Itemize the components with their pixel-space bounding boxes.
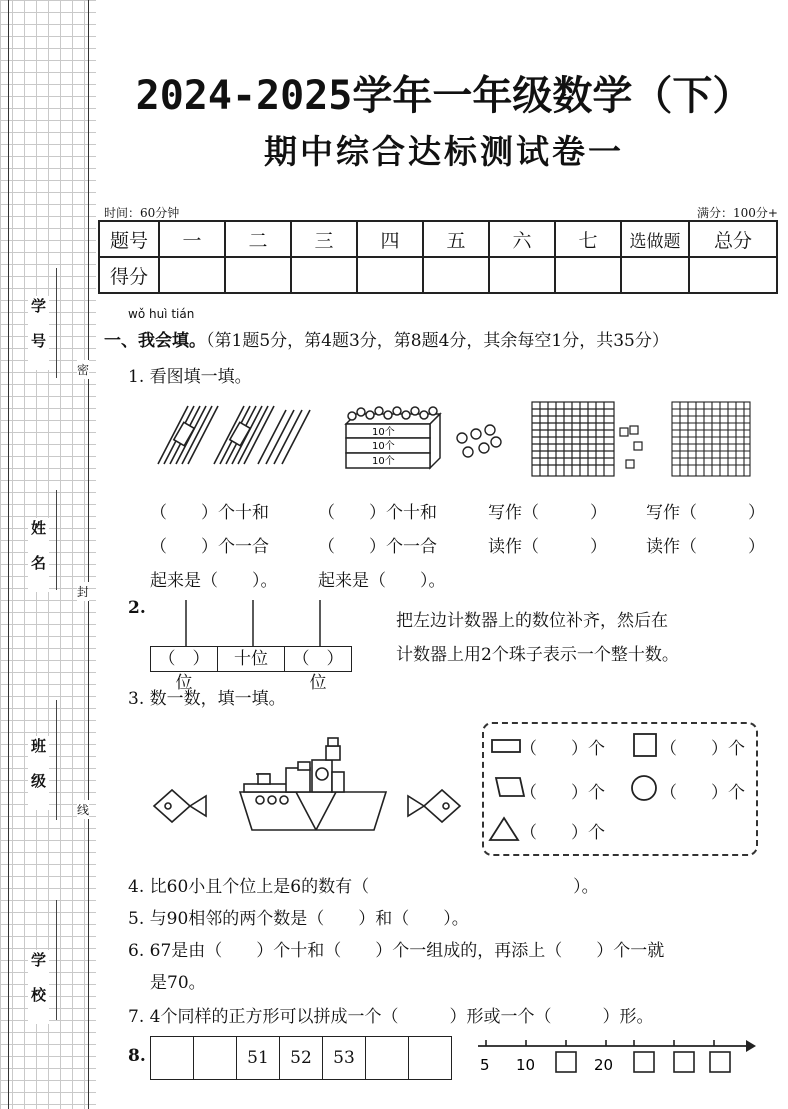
ship-figure bbox=[148, 710, 468, 840]
student-id-label: 学号 bbox=[29, 298, 47, 368]
number-cell-blank[interactable] bbox=[194, 1037, 237, 1079]
q1-blank-total[interactable]: 起来是（ ）。 bbox=[150, 571, 278, 591]
table-cell: 总分 bbox=[689, 221, 777, 257]
score-input-cell[interactable] bbox=[357, 257, 423, 293]
binding-margin bbox=[0, 0, 96, 1109]
question-1-label: 1. 看图填一填。 bbox=[128, 367, 252, 387]
seal-xian: 线 bbox=[77, 800, 89, 819]
abacus-rods bbox=[150, 600, 360, 648]
q1-blank-tens[interactable]: （ ）个十和 bbox=[318, 503, 437, 523]
number-cell: 53 bbox=[323, 1037, 366, 1079]
table-cell: 一 bbox=[159, 221, 225, 257]
section-note: （第1题5分，第4题3分，第8题4分，其余每空1分，共35分） bbox=[206, 331, 669, 351]
abacus-base bbox=[150, 646, 352, 693]
table-cell: 七 bbox=[555, 221, 621, 257]
score-input-cell[interactable] bbox=[423, 257, 489, 293]
q1-blank-ones[interactable]: （ ）个一合 bbox=[318, 537, 437, 557]
box-label: 10个 bbox=[372, 427, 395, 438]
place-blank-right[interactable]: （ ）位 bbox=[292, 649, 344, 693]
score-input-cell[interactable] bbox=[555, 257, 621, 293]
number-cell-blank[interactable] bbox=[366, 1037, 409, 1079]
page-title: 2024-2025学年一年级数学（下） bbox=[135, 73, 753, 119]
q2-instruction: 把左边计数器上的数位补齐，然后在 bbox=[396, 611, 668, 631]
triangle-icon bbox=[490, 818, 518, 840]
fish-icon bbox=[154, 790, 206, 822]
shape-count-blank[interactable]: （ ）个 bbox=[520, 739, 605, 759]
tens-rods-icon bbox=[532, 402, 614, 476]
score-table-score-row bbox=[99, 257, 777, 293]
tick-label: 20 bbox=[594, 1056, 614, 1074]
q1-blank-ones[interactable]: （ ）个一合 bbox=[150, 537, 269, 557]
square-icon bbox=[634, 734, 656, 756]
q1-blank-total[interactable]: 起来是（ ）。 bbox=[318, 571, 446, 591]
margin-line bbox=[56, 268, 57, 378]
table-cell: 二 bbox=[225, 221, 291, 257]
school-label: 学校 bbox=[29, 952, 47, 1022]
section-title: 一、我会填。 bbox=[104, 331, 206, 351]
score-input-cell[interactable] bbox=[225, 257, 291, 293]
table-cell: 五 bbox=[423, 221, 489, 257]
number-line-blank bbox=[710, 1052, 730, 1072]
question-5[interactable]: 5. 与90相邻的两个数是（ ）和（ ）。 bbox=[128, 909, 469, 929]
page-subtitle: 期中综合达标测试卷一 bbox=[264, 132, 624, 171]
unit-cubes-icon bbox=[620, 426, 642, 468]
table-cell: 四 bbox=[357, 221, 423, 257]
number-strip bbox=[150, 1036, 452, 1080]
number-line-blank bbox=[556, 1052, 576, 1072]
question-3-label: 3. 数一数，填一填。 bbox=[128, 689, 286, 709]
q1-read-blank[interactable]: 读作（ ） bbox=[646, 537, 765, 557]
tick-label: 5 bbox=[480, 1056, 490, 1074]
number-cell: 51 bbox=[237, 1037, 280, 1079]
score-table bbox=[98, 220, 778, 294]
circle-icon bbox=[632, 776, 656, 800]
place-blank-left[interactable]: （ ）位 bbox=[151, 647, 218, 671]
full-score: 满分：100分+ bbox=[697, 206, 778, 220]
shape-count-blank[interactable]: （ ）个 bbox=[520, 783, 605, 803]
question-4[interactable]: 4. 比60小且个位上是6的数有（ ）。 bbox=[128, 877, 599, 897]
q1-write-blank[interactable]: 写作（ ） bbox=[646, 503, 765, 523]
margin-line bbox=[56, 700, 57, 820]
question-7[interactable]: 7. 4个同样的正方形可以拼成一个（ ）形或一个（ ）形。 bbox=[128, 1007, 654, 1027]
section-pinyin: wǒ huì tián bbox=[128, 307, 195, 321]
fish-icon bbox=[408, 790, 460, 822]
ship-icon bbox=[240, 738, 386, 830]
hundred-flat-icon bbox=[672, 402, 750, 476]
stick-bundle-icon bbox=[158, 406, 310, 464]
time-limit: 时间：60分钟 bbox=[104, 206, 180, 220]
score-input-cell[interactable] bbox=[489, 257, 555, 293]
margin-line bbox=[56, 490, 57, 590]
box-label: 10个 bbox=[372, 441, 395, 452]
question-6[interactable]: 6. 67是由（ ）个十和（ ）个一组成的，再添上（ ）个一就 bbox=[128, 941, 665, 961]
q2-instruction: 计数器上用2个珠子表示一个整十数。 bbox=[396, 645, 679, 665]
number-cell-blank[interactable] bbox=[409, 1037, 451, 1079]
table-cell: 六 bbox=[489, 221, 555, 257]
class-label: 班级 bbox=[29, 738, 47, 808]
shape-count-blank[interactable]: （ ）个 bbox=[660, 739, 745, 759]
margin-line bbox=[56, 900, 57, 1020]
seal-feng: 封 bbox=[77, 582, 89, 601]
score-input-cell[interactable] bbox=[621, 257, 689, 293]
table-cell: 三 bbox=[291, 221, 357, 257]
number-cell-blank[interactable] bbox=[151, 1037, 194, 1079]
score-table-header-row bbox=[99, 221, 777, 257]
box-label: 10个 bbox=[372, 456, 395, 467]
rectangle-icon bbox=[492, 740, 520, 752]
table-cell: 选做题 bbox=[621, 221, 689, 257]
place-tens: 十位 bbox=[218, 647, 285, 671]
number-cell: 52 bbox=[280, 1037, 323, 1079]
question-6-cont: 是70。 bbox=[150, 973, 206, 993]
shape-count-blank[interactable]: （ ）个 bbox=[660, 783, 745, 803]
number-line-blank bbox=[674, 1052, 694, 1072]
score-input-cell[interactable] bbox=[689, 257, 777, 293]
question-8-label: 8. bbox=[128, 1046, 146, 1066]
score-input-cell[interactable] bbox=[159, 257, 225, 293]
seal-mi: 密 bbox=[77, 360, 89, 379]
q1-blank-tens[interactable]: （ ）个十和 bbox=[150, 503, 269, 523]
question-2-label: 2. bbox=[128, 598, 146, 618]
question-1-figures bbox=[150, 396, 780, 480]
score-input-cell[interactable] bbox=[291, 257, 357, 293]
table-cell: 得分 bbox=[99, 257, 159, 293]
divider bbox=[98, 292, 778, 294]
tick-label: 10 bbox=[516, 1056, 536, 1074]
name-label: 姓名 bbox=[29, 520, 47, 590]
number-line-blank bbox=[634, 1052, 654, 1072]
number-line bbox=[474, 1034, 756, 1078]
loose-balls-icon bbox=[457, 425, 501, 457]
table-cell: 题号 bbox=[99, 221, 159, 257]
q1-read-blank[interactable]: 读作（ ） bbox=[488, 537, 607, 557]
shape-count-blank[interactable]: （ ）个 bbox=[520, 823, 605, 843]
q1-write-blank[interactable]: 写作（ ） bbox=[488, 503, 607, 523]
